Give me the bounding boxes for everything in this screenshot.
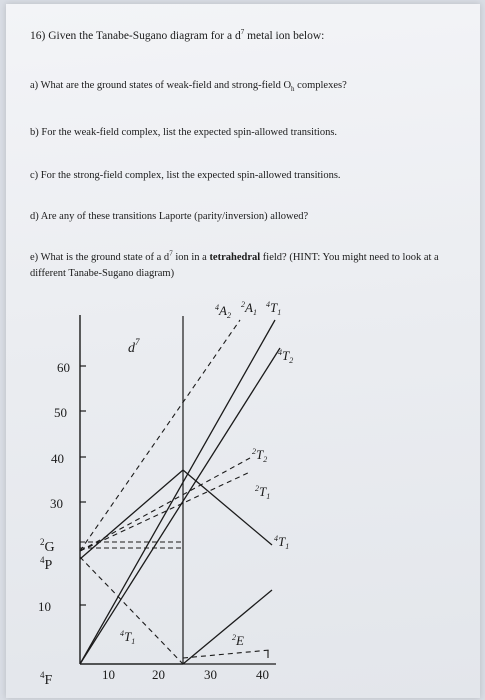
question-e: e) What is the ground state of a $d^7$ ion in a tetrahedral field? (HINT: You might need to look at a different Tanabe-Sugano diagram) xyxy=(30,249,439,280)
term-4P: $^4$P xyxy=(40,555,53,573)
x-tick-label: 30 xyxy=(204,667,217,682)
y-tick-label: 10 xyxy=(38,599,51,614)
state-label-2T2: $^2T_2$ xyxy=(252,447,268,464)
state-line-2T1 xyxy=(80,472,250,551)
state-line-4T1-P-strong xyxy=(183,470,272,545)
y-tick-label: 30 xyxy=(50,496,63,511)
x-tick-label: 10 xyxy=(102,667,115,682)
state-label-2T1: $^2T_1$ xyxy=(255,484,271,501)
state-label-4T2: $^4T_2$ xyxy=(278,348,294,365)
question-b: b) For the weak-field complex, list the expected spin-allowed transitions. xyxy=(30,127,338,138)
term-2G: $^2$G xyxy=(40,537,55,555)
y-tick-label: 40 xyxy=(51,451,64,466)
state-line-4T2 xyxy=(80,348,280,664)
question-d: d) Are any of these transitions Laporte (parity/inversion) allowed? xyxy=(30,211,309,222)
config-label: $d^7$ xyxy=(128,337,140,356)
state-label-4T1-ground: $^4T_1$ xyxy=(120,629,136,646)
state-label-4T1-P: $^4T_1$ xyxy=(274,534,290,551)
state-label-2A1: $^2A_1$ xyxy=(241,300,257,317)
state-line-2E-strong xyxy=(183,650,270,658)
state-label-4T1-top: $^4T_1$ xyxy=(266,300,282,317)
state-label-4A2: $^4A_2$ xyxy=(215,303,231,320)
question-title: 16) Given the Tanabe-Sugano diagram for a $d^7$ metal ion below: xyxy=(30,28,325,42)
state-line-4T1-rising xyxy=(183,590,272,664)
state-line-2A1 xyxy=(80,320,240,551)
term-4F: $^4$F xyxy=(40,670,53,688)
y-tick-label: 50 xyxy=(54,405,67,420)
question-c: c) For the strong-field complex, list the expected spin-allowed transitions. xyxy=(30,170,341,181)
state-line-4T1-P-weak xyxy=(80,470,183,559)
state-label-2E: $^2$E xyxy=(232,633,244,648)
x-tick-label: 20 xyxy=(152,667,165,682)
y-tick-label: 60 xyxy=(57,360,70,375)
x-tick-label: 40 xyxy=(256,667,269,682)
question-a: a) What are the ground states of weak-field and strong-field $O_h$ complexes? xyxy=(30,80,347,94)
